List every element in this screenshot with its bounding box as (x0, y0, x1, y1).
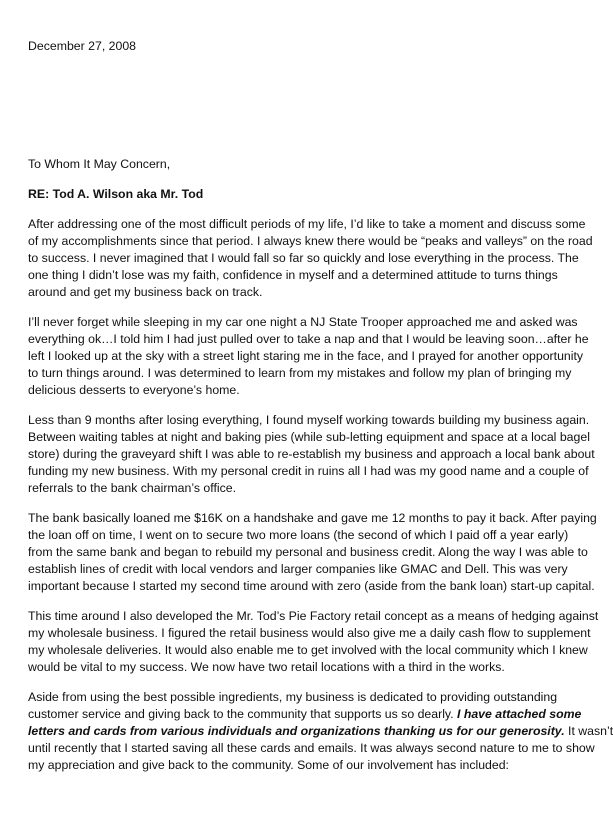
text-line: Less than 9 months after losing everything, I found myself working towards building my business again. (28, 413, 590, 427)
text-line: from the same bank and began to rebuild my personal and business credit. Along the way I was able to (28, 545, 588, 559)
text-line: After addressing one of the most difficult periods of my life, I’d like to take a moment and discuss some (28, 217, 586, 231)
text-line: left I looked up at the sky with a street light staring me in the face, and I prayed for another opportunity (28, 349, 584, 363)
letter-body (28, 216, 613, 787)
letter-date: December 27, 2008 (28, 39, 137, 53)
paragraph-5 (28, 608, 598, 676)
text-line: delicious desserts to everyone’s home. (28, 383, 240, 397)
text-line: store) during the graveyard shift I was able to re-establish my business and approach a local bank about (28, 447, 595, 461)
text-line: establish lines of credit with local vendors and larger companies like GMAC and Dell. This was very (28, 562, 568, 576)
text-line: my wholesale deliveries. It would also enable me to get involved with the local community which I knew (28, 643, 588, 657)
text-segment: customer service and giving back to the community that supports us so dearly. (28, 707, 457, 721)
text-line: This time around I also developed the Mr. Tod’s Pie Factory retail concept as a means of hedging against (28, 609, 599, 623)
salutation: To Whom It May Concern, (28, 157, 171, 171)
text-line: around and get my business back on track. (28, 285, 263, 299)
paragraph-1 (28, 216, 598, 301)
text-line: Aside from using the best possible ingredients, my business is dedicated to providing outstanding (28, 690, 558, 704)
text-line: important because I started my second time around with zero (aside from the bank loan) start-up capital. (28, 579, 595, 593)
paragraph-6 (28, 689, 613, 774)
emphasized-text: I have attached some (457, 707, 582, 721)
text-line: one thing I didn’t lose was my faith, confidence in myself and a determined attitude to turns things (28, 268, 558, 282)
text-line: Between waiting tables at night and baking pies (while sub-letting equipment and space at a local bagel (28, 430, 590, 444)
text-segment: It wasn’t (564, 724, 613, 738)
paragraph-2 (28, 314, 598, 399)
text-line: to success. I never imagined that I would fall so far so quickly and lose everything in the process. The (28, 251, 579, 265)
emphasized-text: letters and cards from various individuals and organizations thanking us for our generosity. (28, 724, 565, 738)
text-line (28, 706, 598, 723)
text-line: my appreciation and give back to the community. Some of our involvement has included: (28, 758, 509, 772)
text-line: I’ll never forget while sleeping in my car one night a NJ State Trooper approached me and asked was (28, 315, 578, 329)
text-line: my wholesale business. I figured the retail business would also give me a daily cash flow to supplement (28, 626, 591, 640)
text-line: of my accomplishments since that period. I always knew there would be “peaks and valleys” on the road (28, 234, 593, 248)
text-line: everything ok…I told him I had just pulled over to take a nap and that I would be leaving soon…after he (28, 332, 589, 346)
subject-line: RE: Tod A. Wilson aka Mr. Tod (28, 187, 204, 201)
text-line: funding my new business. With my personal credit in ruins all I had was my good name and a couple of (28, 464, 589, 478)
text-line: the loan off on time, I went on to secure two more loans (the second of which I paid off a year early) (28, 528, 569, 542)
text-line (28, 723, 613, 740)
paragraph-4 (28, 510, 598, 595)
text-line: The bank basically loaned me $16K on a handshake and gave me 12 months to pay it back. After paying (28, 511, 597, 525)
text-line: would be vital to my success. We now have two retail locations with a third in the works. (28, 660, 505, 674)
text-line: referrals to the bank chairman’s office. (28, 481, 237, 495)
text-line: to turn things around. I was determined to learn from my mistakes and follow my plan of bringing my (28, 366, 572, 380)
paragraph-3 (28, 412, 598, 497)
text-line: until recently that I started saving all these cards and emails. It was always second nature to me to show (28, 741, 595, 755)
